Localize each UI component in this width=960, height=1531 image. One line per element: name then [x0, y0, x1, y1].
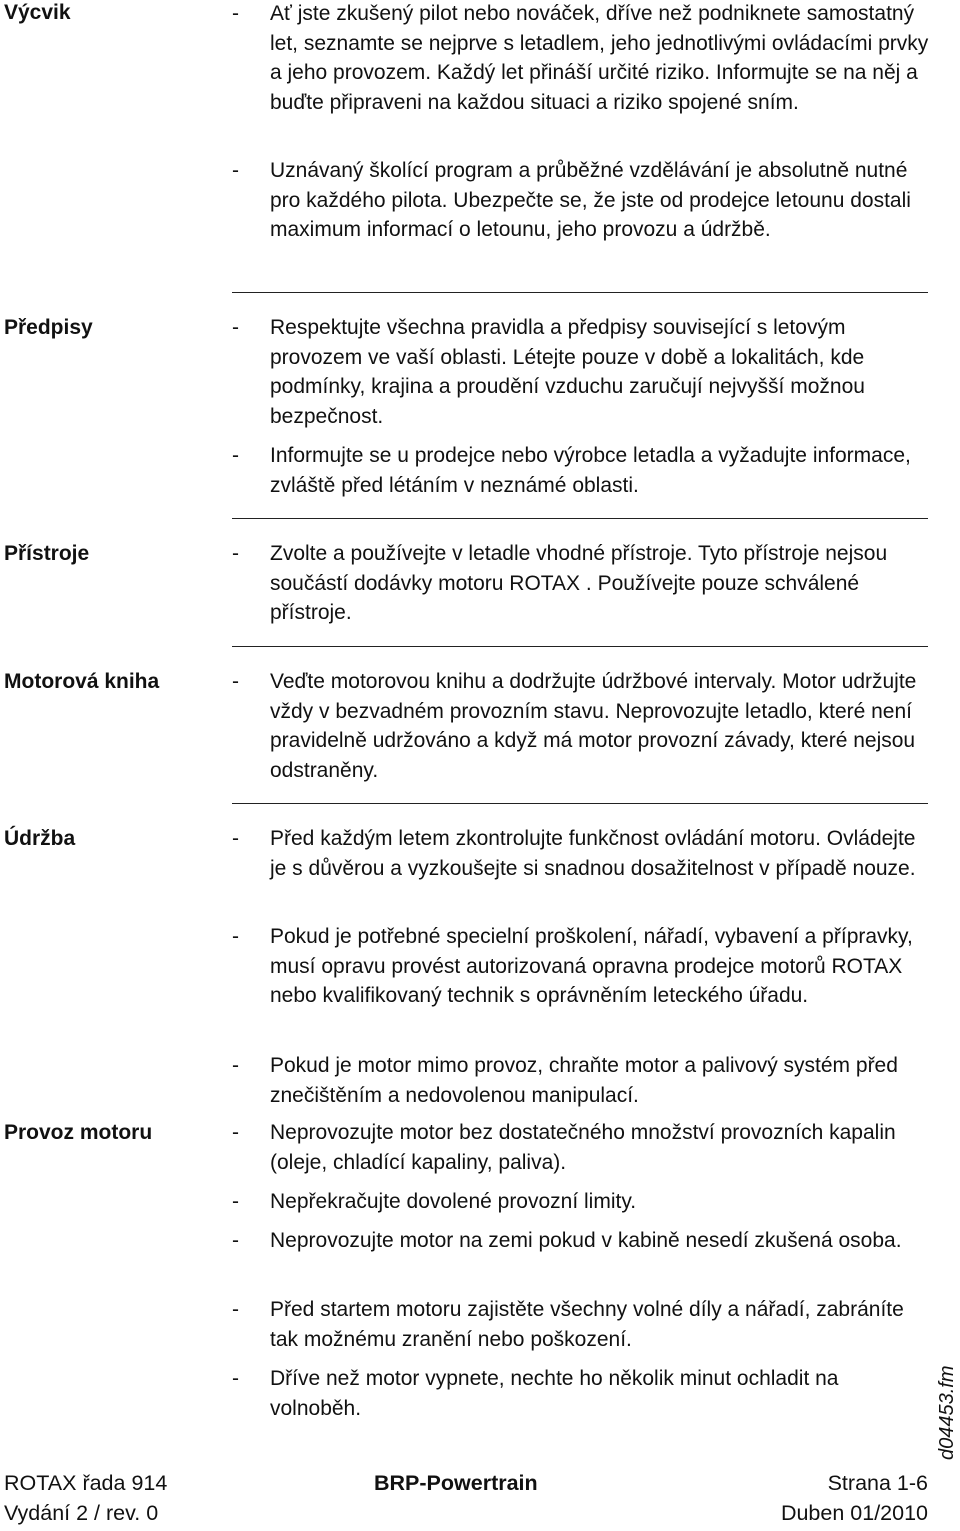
bullet-dash: - [232, 542, 239, 565]
list-item [232, 1187, 932, 1217]
list-item [232, 667, 932, 785]
footer-edition: Vydání 2 / rev. 0 [4, 1501, 159, 1525]
item-text: Uznávaný školící program a průběžné vzdělávání je absolutně nutné pro každého pilota. Ubezpečte se, že jste od prodejce letounu dostali maximum informací o letounu, jeho provozu a údržbě. [270, 159, 911, 242]
list-item [232, 441, 932, 500]
section-label-motorova-kniha: Motorová kniha [4, 670, 160, 693]
list-item [232, 1118, 932, 1177]
list-item [232, 313, 932, 431]
bullet-dash: - [232, 670, 239, 693]
item-text: Informujte se u prodejce nebo výrobce letadla a vyžadujte informace, zvláště před létáním v neznámé oblasti. [270, 444, 911, 497]
item-text: Pokud je motor mimo provoz, chraňte motor a palivový systém před znečištěním a nedovolenou manipulací. [270, 1054, 898, 1107]
bullet-dash: - [232, 316, 239, 339]
list-item [232, 1051, 932, 1110]
section-label-pristroje: Přístroje [4, 542, 90, 565]
bullet-dash: - [232, 2, 239, 25]
bullet-dash: - [232, 925, 239, 948]
list-item [232, 539, 932, 628]
footer-page-number: Strana 1-6 [827, 1471, 928, 1495]
list-item [232, 156, 932, 245]
bullet-dash: - [232, 444, 239, 467]
footer-date: Duben 01/2010 [780, 1501, 928, 1525]
bullet-dash: - [232, 1121, 239, 1144]
list-item [232, 1295, 932, 1354]
item-text: Ať jste zkušený pilot nebo nováček, dříve než podniknete samostatný let, seznamte se nejprve s letadlem, jeho jednotlivými ovládacími prvky a jeho provozem. Každý let přináší určité riziko. Informujte se na něj a buďte připraveni na každou situaci a riziko spojené sním. [270, 2, 929, 114]
list-item [232, 1364, 932, 1423]
item-text: Veďte motorovou knihu a dodržujte údržbové intervaly. Motor udržujte vždy v bezvadném provozním stavu. Neprovozujte letadlo, které není pravidelně udržováno a když má motor provozní závady, které nejsou odstraněny. [270, 670, 917, 782]
section-divider [232, 803, 928, 804]
item-text: Dříve než motor vypnete, nechte ho několik minut ochladit na volnoběh. [270, 1367, 839, 1420]
section-divider [232, 646, 928, 647]
list-item [232, 922, 932, 1011]
list-item [232, 1226, 932, 1256]
item-text: Před každým letem zkontrolujte funkčnost ovládání motoru. Ovládejte je s důvěrou a vyzkoušejte si snadnou dosažitelnost v případě nouze. [270, 827, 916, 880]
item-text: Nepřekračujte dovolené provozní limity. [270, 1190, 637, 1213]
bullet-dash: - [232, 1190, 239, 1213]
item-text: Před startem motoru zajistěte všechny volné díly a nářadí, zabráníte tak možnému zranění nebo poškození. [270, 1298, 904, 1351]
list-item [232, 0, 932, 149]
bullet-dash: - [232, 1229, 239, 1252]
item-text: Neprovozujte motor na zemi pokud v kabině nesedí zkušená osoba. [270, 1229, 902, 1252]
list-item [232, 824, 932, 883]
bullet-dash: - [232, 827, 239, 850]
section-label-predpisy: Předpisy [4, 316, 93, 339]
file-code-label: d04453.fm [936, 1365, 958, 1460]
bullet-dash: - [232, 159, 239, 182]
bullet-dash: - [232, 1367, 239, 1390]
section-divider [232, 292, 928, 293]
section-label-provoz-motoru: Provoz motoru [4, 1121, 153, 1144]
item-text: Pokud je potřebné specielní proškolení, nářadí, vybavení a přípravky, musí opravu provést autorizovaná opravna prodejce motorů ROTAX nebo kvalifikovaný technik s oprávněním leteckého úřadu. [270, 925, 913, 1008]
footer-brand: BRP-Powertrain [374, 1471, 538, 1495]
item-text: Respektujte všechna pravidla a předpisy související s letovým provozem ve vaší oblasti. Létejte pouze v době a lokalitách, kde podmínky, krajina a proudění vzduchu zaručují nejvyšší možnou bezpečnost. [270, 316, 865, 428]
section-label-udrzba: Údržba [4, 827, 76, 850]
footer-product: ROTAX řada 914 [4, 1471, 168, 1495]
bullet-dash: - [232, 1054, 239, 1077]
item-text: Neprovozujte motor bez dostatečného množství provozních kapalin (oleje, chladící kapaliny, paliva). [270, 1121, 896, 1174]
bullet-dash: - [232, 1298, 239, 1321]
section-divider [232, 518, 928, 519]
section-label-vycvik: Výcvik [4, 1, 71, 24]
item-text: Zvolte a používejte v letadle vhodné přístroje. Tyto přístroje nejsou součástí dodávky motoru ROTAX . Používejte pouze schválené přístroje. [270, 542, 888, 625]
